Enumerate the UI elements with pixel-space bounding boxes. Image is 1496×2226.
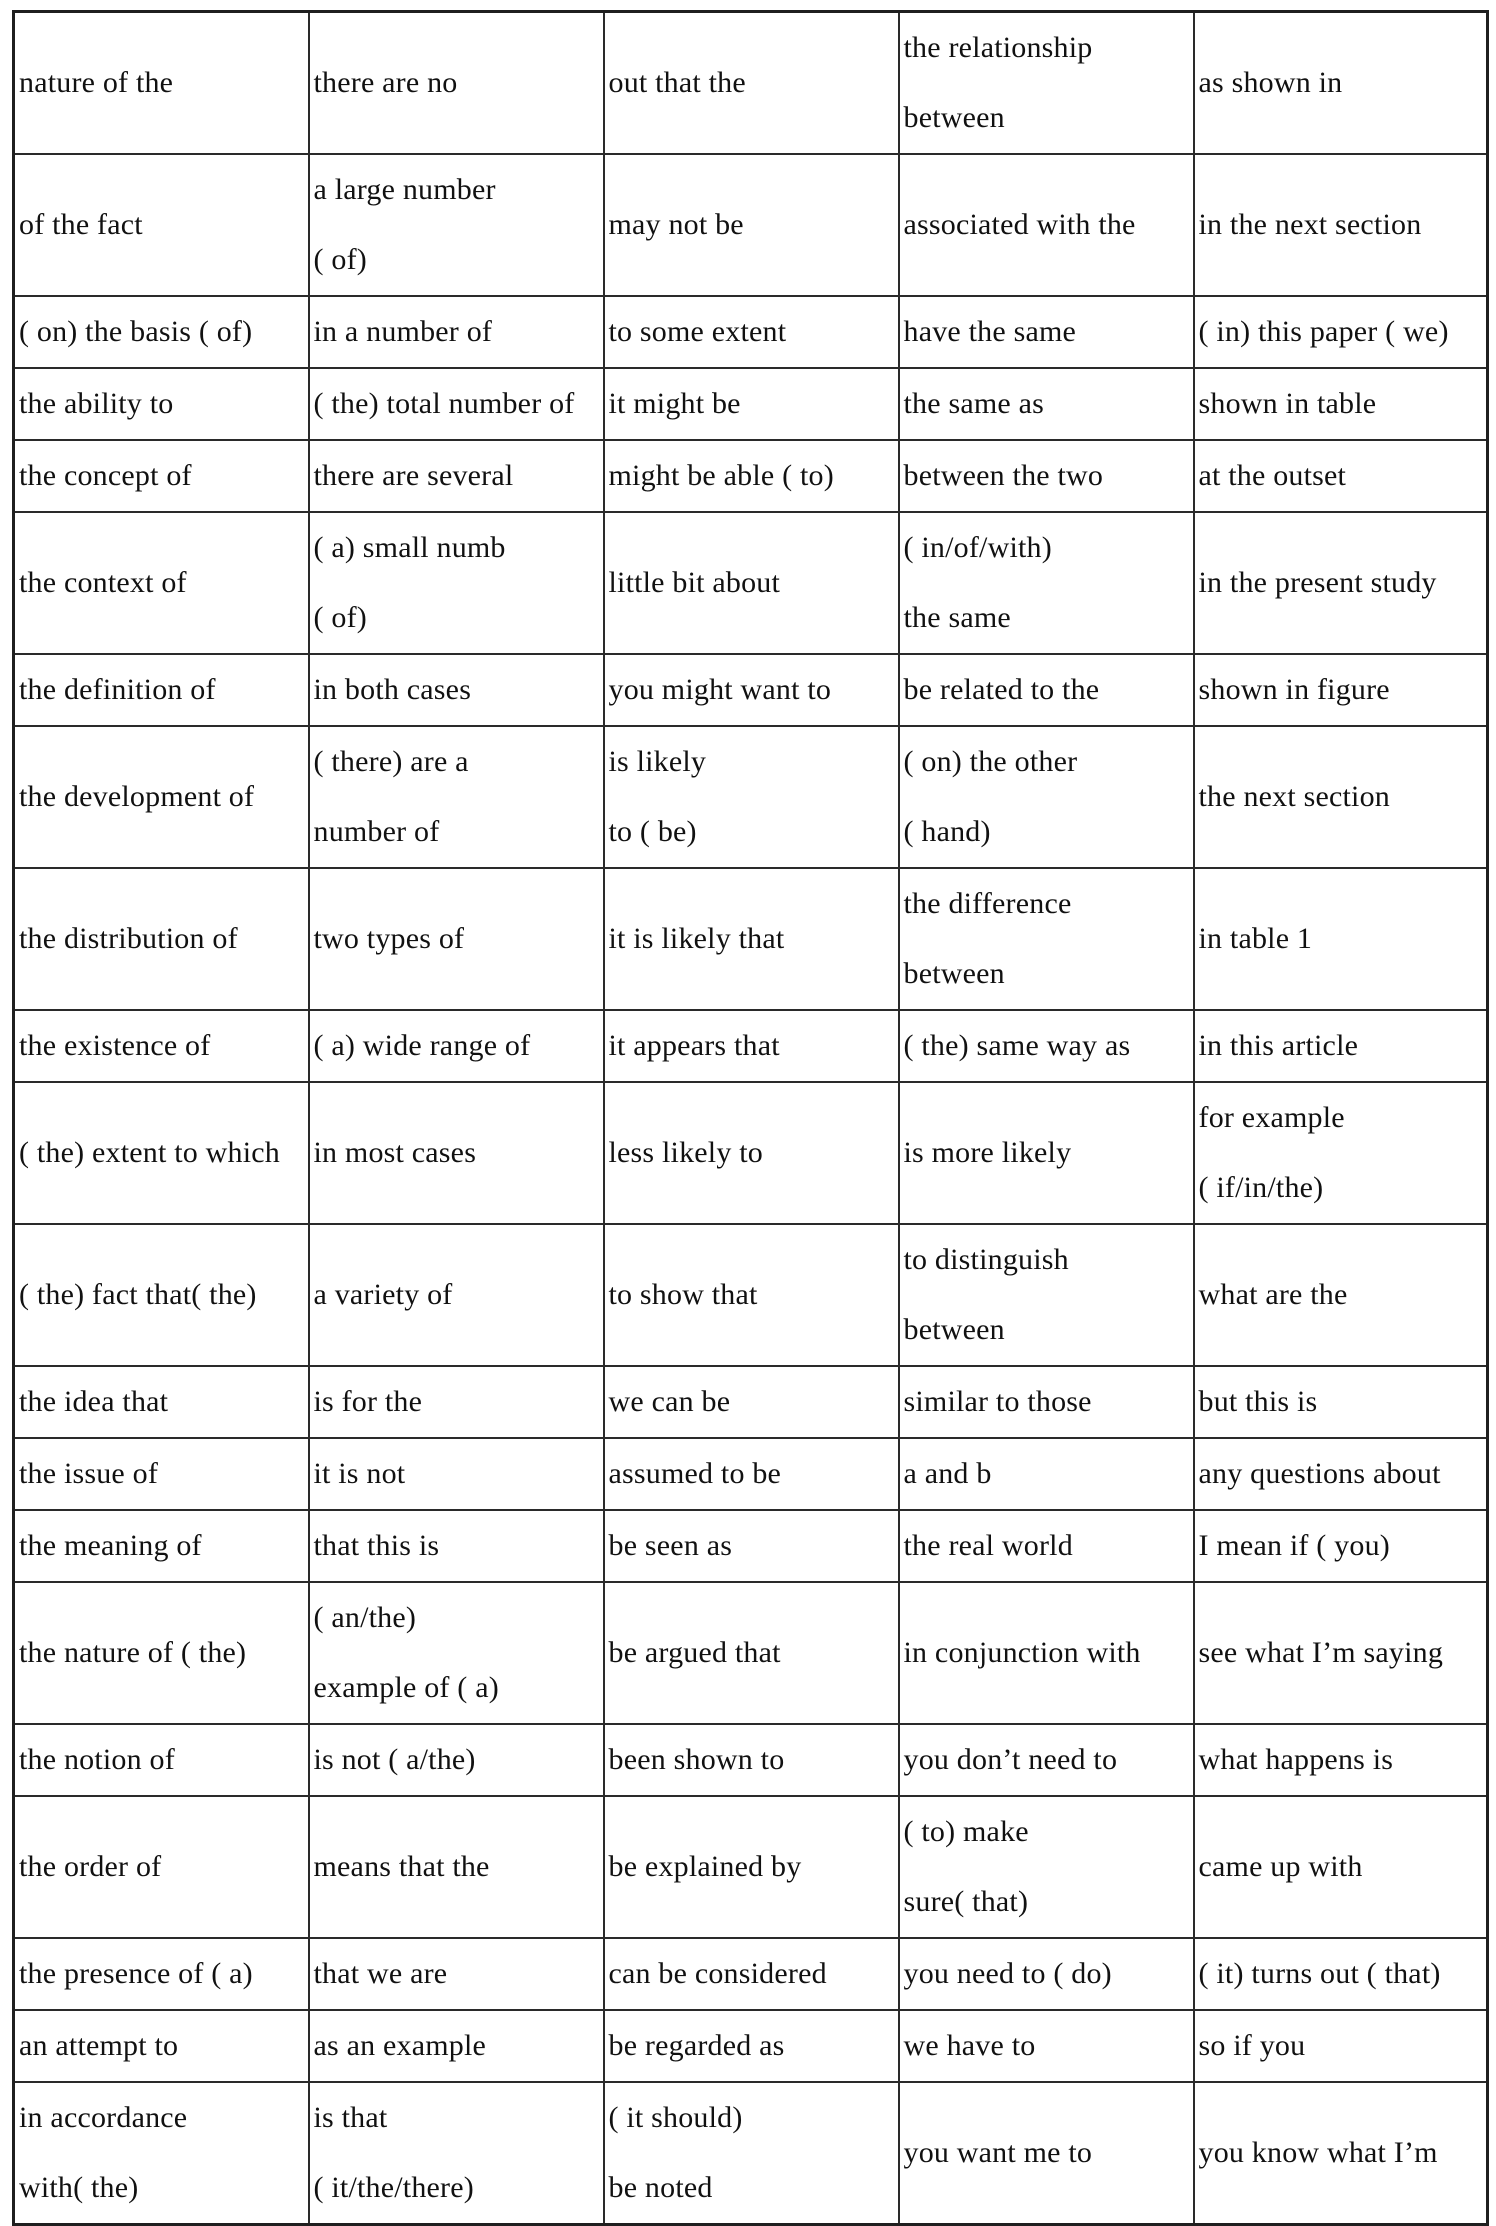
cell-text-line: nature of the: [19, 66, 174, 99]
table-cell: [309, 368, 604, 440]
table-cell: [899, 1366, 1194, 1438]
cell-text-line: at the outset: [1198, 459, 1347, 492]
table-cell: [899, 1938, 1194, 2010]
table-cell: [14, 2010, 309, 2082]
cell-text-line: the same as: [903, 387, 1044, 420]
table-cell: [604, 1724, 899, 1796]
cell-text-line: came up with: [1198, 1850, 1363, 1883]
cell-text-line: the nature of ( the): [19, 1636, 247, 1669]
table-cell: [604, 154, 899, 296]
table-cell: [14, 1938, 309, 2010]
table-row: [14, 2082, 1488, 2225]
table-cell: [899, 1224, 1194, 1366]
table-cell: [899, 12, 1194, 155]
cell-text-line: we have to: [903, 2029, 1036, 2062]
cell-text-line: example of ( a): [313, 1671, 499, 1704]
table-row: [14, 1438, 1488, 1510]
cell-text-line: any questions about: [1198, 1457, 1441, 1490]
cell-text-line: shown in table: [1198, 387, 1377, 420]
cell-text-line: that this is: [313, 1529, 440, 1562]
table-cell: [309, 154, 604, 296]
cell-text-line: is for the: [313, 1385, 423, 1418]
cell-text-line: a and b: [903, 1457, 992, 1490]
cell-text-line: it appears that: [608, 1029, 780, 1062]
cell-text-line: can be considered: [608, 1957, 827, 1990]
cell-text-line: to ( be): [608, 815, 697, 848]
cell-text-line: you know what I’m: [1198, 2136, 1438, 2169]
table-cell: [14, 1010, 309, 1082]
table-cell: [14, 1724, 309, 1796]
cell-text-line: you might want to: [608, 673, 832, 706]
cell-text-line: it is likely that: [608, 922, 785, 955]
table-cell: [899, 440, 1194, 512]
cell-text-line: of the fact: [19, 208, 143, 241]
cell-text-line: ( it/the/there): [313, 2171, 474, 2204]
cell-text-line: a large number: [313, 173, 496, 206]
table-cell: [899, 2010, 1194, 2082]
table-row: [14, 296, 1488, 368]
table-cell: [1194, 1082, 1488, 1224]
table-cell: [1194, 368, 1488, 440]
cell-text-line: is more likely: [903, 1136, 1072, 1169]
cell-text-line: ( of): [313, 243, 367, 276]
table-cell: [604, 1010, 899, 1082]
table-cell: [1194, 868, 1488, 1010]
cell-text-line: you don’t need to: [903, 1743, 1118, 1776]
table-cell: [309, 1366, 604, 1438]
table-cell: [14, 1796, 309, 1938]
table-cell: [309, 1438, 604, 1510]
phrase-table-body: [14, 12, 1488, 2225]
table-cell: [14, 1082, 309, 1224]
cell-text-line: the notion of: [19, 1743, 175, 1776]
cell-text-line: in the present study: [1198, 566, 1437, 599]
table-cell: [604, 512, 899, 654]
cell-text-line: for example: [1198, 1101, 1345, 1134]
table-cell: [899, 1438, 1194, 1510]
table-cell: [1194, 2010, 1488, 2082]
cell-text-line: been shown to: [608, 1743, 785, 1776]
cell-text-line: shown in figure: [1198, 673, 1390, 706]
table-cell: [899, 512, 1194, 654]
cell-text-line: less likely to: [608, 1136, 763, 1169]
table-cell: [1194, 1366, 1488, 1438]
cell-text-line: may not be: [608, 208, 744, 241]
cell-text-line: in accordance: [19, 2101, 188, 2134]
table-cell: [309, 2010, 604, 2082]
cell-text-line: the relationship: [903, 31, 1093, 64]
table-cell: [604, 1582, 899, 1724]
cell-text-line: what are the: [1198, 1278, 1348, 1311]
cell-text-line: be regarded as: [608, 2029, 785, 2062]
table-row: [14, 368, 1488, 440]
table-cell: [14, 726, 309, 868]
table-row: [14, 1366, 1488, 1438]
table-cell: [1194, 1010, 1488, 1082]
table-row: [14, 12, 1488, 155]
cell-text-line: I mean if ( you): [1198, 1529, 1390, 1562]
table-cell: [309, 1224, 604, 1366]
cell-text-line: the distribution of: [19, 922, 238, 955]
table-cell: [899, 1582, 1194, 1724]
cell-text-line: ( an/the): [313, 1601, 417, 1634]
cell-text-line: be argued that: [608, 1636, 781, 1669]
cell-text-line: ( hand): [903, 815, 991, 848]
cell-text-line: to show that: [608, 1278, 758, 1311]
table-cell: [14, 440, 309, 512]
table-row: [14, 654, 1488, 726]
cell-text-line: the next section: [1198, 780, 1390, 813]
table-row: [14, 512, 1488, 654]
cell-text-line: between: [903, 1313, 1005, 1346]
table-cell: [309, 1724, 604, 1796]
table-cell: [1194, 296, 1488, 368]
table-cell: [1194, 1582, 1488, 1724]
cell-text-line: ( a) small numb: [313, 531, 506, 564]
table-cell: [604, 440, 899, 512]
table-cell: [309, 1510, 604, 1582]
cell-text-line: have the same: [903, 315, 1077, 348]
cell-text-line: ( a) wide range of: [313, 1029, 531, 1062]
table-cell: [899, 2082, 1194, 2225]
cell-text-line: is likely: [608, 745, 707, 778]
cell-text-line: the difference: [903, 887, 1072, 920]
table-cell: [14, 512, 309, 654]
table-cell: [899, 154, 1194, 296]
table-row: [14, 1510, 1488, 1582]
cell-text-line: might be able ( to): [608, 459, 834, 492]
table-row: [14, 1724, 1488, 1796]
cell-text-line: a variety of: [313, 1278, 453, 1311]
table-cell: [1194, 1438, 1488, 1510]
cell-text-line: as an example: [313, 2029, 487, 2062]
cell-text-line: so if you: [1198, 2029, 1306, 2062]
table-cell: [899, 1010, 1194, 1082]
table-cell: [309, 1582, 604, 1724]
cell-text-line: the presence of ( a): [19, 1957, 253, 1990]
cell-text-line: there are several: [313, 459, 514, 492]
table-cell: [309, 440, 604, 512]
cell-text-line: to distinguish: [903, 1243, 1069, 1276]
table-cell: [309, 296, 604, 368]
cell-text-line: in a number of: [313, 315, 493, 348]
table-cell: [1194, 512, 1488, 654]
table-cell: [14, 1510, 309, 1582]
table-cell: [604, 1796, 899, 1938]
cell-text-line: the existence of: [19, 1029, 211, 1062]
table-cell: [604, 12, 899, 155]
cell-text-line: sure( that): [903, 1885, 1029, 1918]
table-cell: [1194, 1796, 1488, 1938]
table-cell: [1194, 1510, 1488, 1582]
table-cell: [1194, 654, 1488, 726]
table-cell: [899, 726, 1194, 868]
cell-text-line: we can be: [608, 1385, 731, 1418]
table-cell: [14, 368, 309, 440]
cell-text-line: ( on) the other: [903, 745, 1078, 778]
cell-text-line: associated with the: [903, 208, 1136, 241]
table-cell: [604, 868, 899, 1010]
cell-text-line: ( the) total number of: [313, 387, 575, 420]
cell-text-line: is not ( a/the): [313, 1743, 476, 1776]
table-cell: [1194, 154, 1488, 296]
table-cell: [604, 2082, 899, 2225]
cell-text-line: in most cases: [313, 1136, 477, 1169]
table-cell: [14, 654, 309, 726]
phrase-table: [12, 10, 1489, 2226]
cell-text-line: in this article: [1198, 1029, 1359, 1062]
table-cell: [14, 154, 309, 296]
table-row: [14, 1796, 1488, 1938]
table-row: [14, 726, 1488, 868]
table-cell: [604, 726, 899, 868]
cell-text-line: an attempt to: [19, 2029, 179, 2062]
cell-text-line: little bit about: [608, 566, 781, 599]
cell-text-line: the idea that: [19, 1385, 169, 1418]
table-cell: [604, 654, 899, 726]
table-row: [14, 1224, 1488, 1366]
table-row: [14, 2010, 1488, 2082]
cell-text-line: that we are: [313, 1957, 448, 1990]
cell-text-line: the concept of: [19, 459, 192, 492]
cell-text-line: ( if/in/the): [1198, 1171, 1324, 1204]
table-cell: [604, 296, 899, 368]
table-cell: [14, 296, 309, 368]
cell-text-line: ( to) make: [903, 1815, 1029, 1848]
table-cell: [899, 1510, 1194, 1582]
cell-text-line: be related to the: [903, 673, 1100, 706]
table-cell: [309, 726, 604, 868]
cell-text-line: out that the: [608, 66, 746, 99]
cell-text-line: with( the): [19, 2171, 139, 2204]
table-cell: [604, 1510, 899, 1582]
cell-text-line: the development of: [19, 780, 255, 813]
cell-text-line: ( it) turns out ( that): [1198, 1957, 1441, 1990]
table-cell: [604, 1938, 899, 2010]
cell-text-line: number of: [313, 815, 440, 848]
table-cell: [899, 1796, 1194, 1938]
table-cell: [14, 1224, 309, 1366]
cell-text-line: ( the) fact that( the): [19, 1278, 257, 1311]
table-cell: [14, 1582, 309, 1724]
cell-text-line: be explained by: [608, 1850, 802, 1883]
table-cell: [899, 868, 1194, 1010]
cell-text-line: in both cases: [313, 673, 472, 706]
cell-text-line: but this is: [1198, 1385, 1318, 1418]
table-row: [14, 1010, 1488, 1082]
table-cell: [1194, 12, 1488, 155]
table-cell: [309, 1938, 604, 2010]
table-cell: [604, 1366, 899, 1438]
cell-text-line: what happens is: [1198, 1743, 1394, 1776]
cell-text-line: to some extent: [608, 315, 787, 348]
cell-text-line: the definition of: [19, 673, 216, 706]
table-cell: [1194, 2082, 1488, 2225]
cell-text-line: assumed to be: [608, 1457, 782, 1490]
cell-text-line: ( it should): [608, 2101, 743, 2134]
table-cell: [309, 868, 604, 1010]
cell-text-line: in the next section: [1198, 208, 1422, 241]
table-cell: [1194, 1724, 1488, 1796]
cell-text-line: ( the) same way as: [903, 1029, 1131, 1062]
table-cell: [14, 2082, 309, 2225]
cell-text-line: you need to ( do): [903, 1957, 1112, 1990]
table-cell: [604, 1082, 899, 1224]
cell-text-line: be seen as: [608, 1529, 733, 1562]
cell-text-line: the order of: [19, 1850, 162, 1883]
cell-text-line: the ability to: [19, 387, 174, 420]
cell-text-line: there are no: [313, 66, 458, 99]
cell-text-line: ( on) the basis ( of): [19, 315, 253, 348]
cell-text-line: it might be: [608, 387, 741, 420]
table-cell: [604, 1438, 899, 1510]
table-row: [14, 1938, 1488, 2010]
table-cell: [604, 368, 899, 440]
table-cell: [1194, 726, 1488, 868]
table-cell: [899, 1724, 1194, 1796]
table-cell: [899, 368, 1194, 440]
cell-text-line: ( of): [313, 601, 367, 634]
phrase-table-wrapper: [12, 10, 1486, 2226]
cell-text-line: two types of: [313, 922, 465, 955]
cell-text-line: ( in/of/with): [903, 531, 1052, 564]
cell-text-line: the context of: [19, 566, 187, 599]
table-cell: [899, 296, 1194, 368]
cell-text-line: the same: [903, 601, 1011, 634]
cell-text-line: similar to those: [903, 1385, 1092, 1418]
table-cell: [1194, 440, 1488, 512]
table-cell: [14, 12, 309, 155]
table-row: [14, 1082, 1488, 1224]
cell-text-line: means that the: [313, 1850, 490, 1883]
cell-text-line: as shown in: [1198, 66, 1343, 99]
table-row: [14, 154, 1488, 296]
table-cell: [309, 512, 604, 654]
table-cell: [309, 1082, 604, 1224]
table-cell: [14, 1438, 309, 1510]
cell-text-line: you want me to: [903, 2136, 1093, 2169]
table-cell: [309, 1010, 604, 1082]
cell-text-line: the issue of: [19, 1457, 159, 1490]
table-cell: [14, 868, 309, 1010]
table-cell: [604, 1224, 899, 1366]
cell-text-line: the meaning of: [19, 1529, 202, 1562]
cell-text-line: ( in) this paper ( we): [1198, 315, 1449, 348]
cell-text-line: see what I’m saying: [1198, 1636, 1444, 1669]
table-cell: [309, 2082, 604, 2225]
cell-text-line: it is not: [313, 1457, 406, 1490]
table-cell: [309, 654, 604, 726]
table-cell: [604, 2010, 899, 2082]
cell-text-line: in table 1: [1198, 922, 1313, 955]
table-cell: [309, 1796, 604, 1938]
table-row: [14, 868, 1488, 1010]
table-cell: [1194, 1938, 1488, 2010]
cell-text-line: in conjunction with: [903, 1636, 1141, 1669]
cell-text-line: ( there) are a: [313, 745, 469, 778]
cell-text-line: between the two: [903, 459, 1104, 492]
table-cell: [1194, 1224, 1488, 1366]
cell-text-line: between: [903, 101, 1005, 134]
cell-text-line: is that: [313, 2101, 388, 2134]
cell-text-line: between: [903, 957, 1005, 990]
table-cell: [309, 12, 604, 155]
cell-text-line: ( the) extent to which: [19, 1136, 280, 1169]
table-cell: [899, 1082, 1194, 1224]
table-row: [14, 1582, 1488, 1724]
table-cell: [899, 654, 1194, 726]
table-cell: [14, 1366, 309, 1438]
table-row: [14, 440, 1488, 512]
cell-text-line: the real world: [903, 1529, 1073, 1562]
cell-text-line: be noted: [608, 2171, 713, 2204]
